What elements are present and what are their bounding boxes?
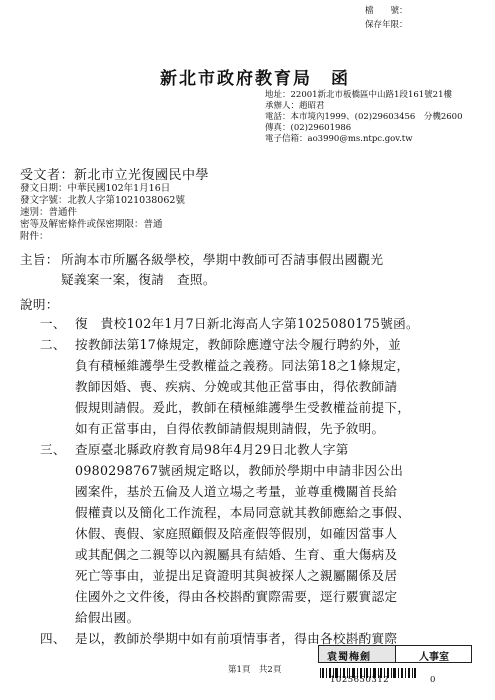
item-line: 教師因婚、喪、疾病、分娩或其他正當事由，得依教師請 [75, 379, 398, 394]
item-line: 0980298767號函規定略以，教師於學期中申請非因公出 [75, 463, 404, 478]
approval-stamp [318, 645, 472, 663]
subject-label: 主旨： [20, 252, 59, 267]
item-line: 死亡等事由，並提出足資證明其與被探人之親屬關係及居 [75, 568, 398, 583]
item-line: 負有積極維護學生受教權益之義務。同法第18之1條規定， [75, 358, 410, 373]
retention-period-label: 保存年限： [365, 20, 408, 30]
item-line: 假規則請假。爰此，教師在積極維護學生受教權益前提下， [75, 400, 411, 415]
stamp-department: 人事室 [419, 652, 449, 663]
barcode-number: 1025650312 [330, 675, 390, 685]
secrecy-level: 密等及解密條件或保密期限：普通 [20, 219, 163, 230]
page-indicator: 第1頁 共2頁 [228, 665, 282, 675]
item-line: 或其配偶之二親等以內親屬具有結婚、生育、重大傷病及 [75, 547, 398, 562]
item-number: 三、 [40, 442, 66, 457]
item-line: 給假出國。 [75, 610, 140, 625]
delivery-speed: 速別：普通件 [20, 207, 78, 218]
page-digit: 0 [430, 675, 436, 685]
item-line: 查原臺北縣政府教育局98年4月29日北教人字第 [75, 442, 349, 457]
issue-date: 發文日期：中華民國102年1月16日 [20, 183, 171, 194]
document-number: 發文字號：北教人字第1021038062號 [20, 195, 185, 206]
file-number-label: 檔 號： [365, 6, 408, 16]
contact-person: 承辦人：趙昭君 [265, 101, 325, 111]
item-line: 如有正當事由，自得依教師請假規則請假，先予敘明。 [75, 421, 385, 436]
item-line: 休假、喪假、家庭照顧假及陪產假等假別，如確因當事人 [75, 526, 398, 541]
contact-phone: 電話：本市境內1999、(02)29603456 分機2600 [265, 112, 463, 122]
item-number: 二、 [40, 337, 66, 352]
barcode [318, 663, 418, 673]
contact-email: 電子信箱：ao3990@ms.ntpc.gov.tw [265, 134, 413, 144]
item-number: 一、 [40, 316, 66, 331]
contact-fax: 傳真：(02)29601986 [265, 123, 352, 133]
stamp-signature: 袁蜀梅劍 [327, 652, 371, 663]
item-line: 國案件，基於五倫及人道立場之考量，並尊重機關首長給 [75, 484, 398, 499]
attachment-label: 附件： [20, 231, 49, 242]
item-line: 復 貴校102年1月7日新北海高人字第1025080175號函。 [75, 316, 419, 331]
subject-line: 疑義案一案，復請 查照。 [61, 272, 216, 287]
sender-address: 地址：22001新北市板橋區中山路1段161號21樓 [265, 90, 452, 100]
recipient: 受文者：新北市立光復國民中學 [20, 168, 210, 183]
explanation-label: 說明： [20, 297, 59, 312]
document-title: 新北市政府教育局 函 [160, 69, 350, 89]
item-number: 四、 [40, 631, 66, 646]
item-line: 住國外之文件後，得由各校斟酌實際需要，逕行覈實認定 [75, 589, 398, 604]
item-line: 是以，教師於學期中如有前項情事者，得由各校斟酌實際 [75, 631, 398, 646]
item-line: 假權責以及簡化工作流程，本局同意就其教師應給之事假、 [75, 505, 411, 520]
subject-line: 所詢本市所屬各級學校，學期中教師可否請事假出國觀光 [61, 252, 384, 267]
item-line: 按教師法第17條規定，教師除應遵守法令履行聘約外，並 [75, 337, 402, 352]
